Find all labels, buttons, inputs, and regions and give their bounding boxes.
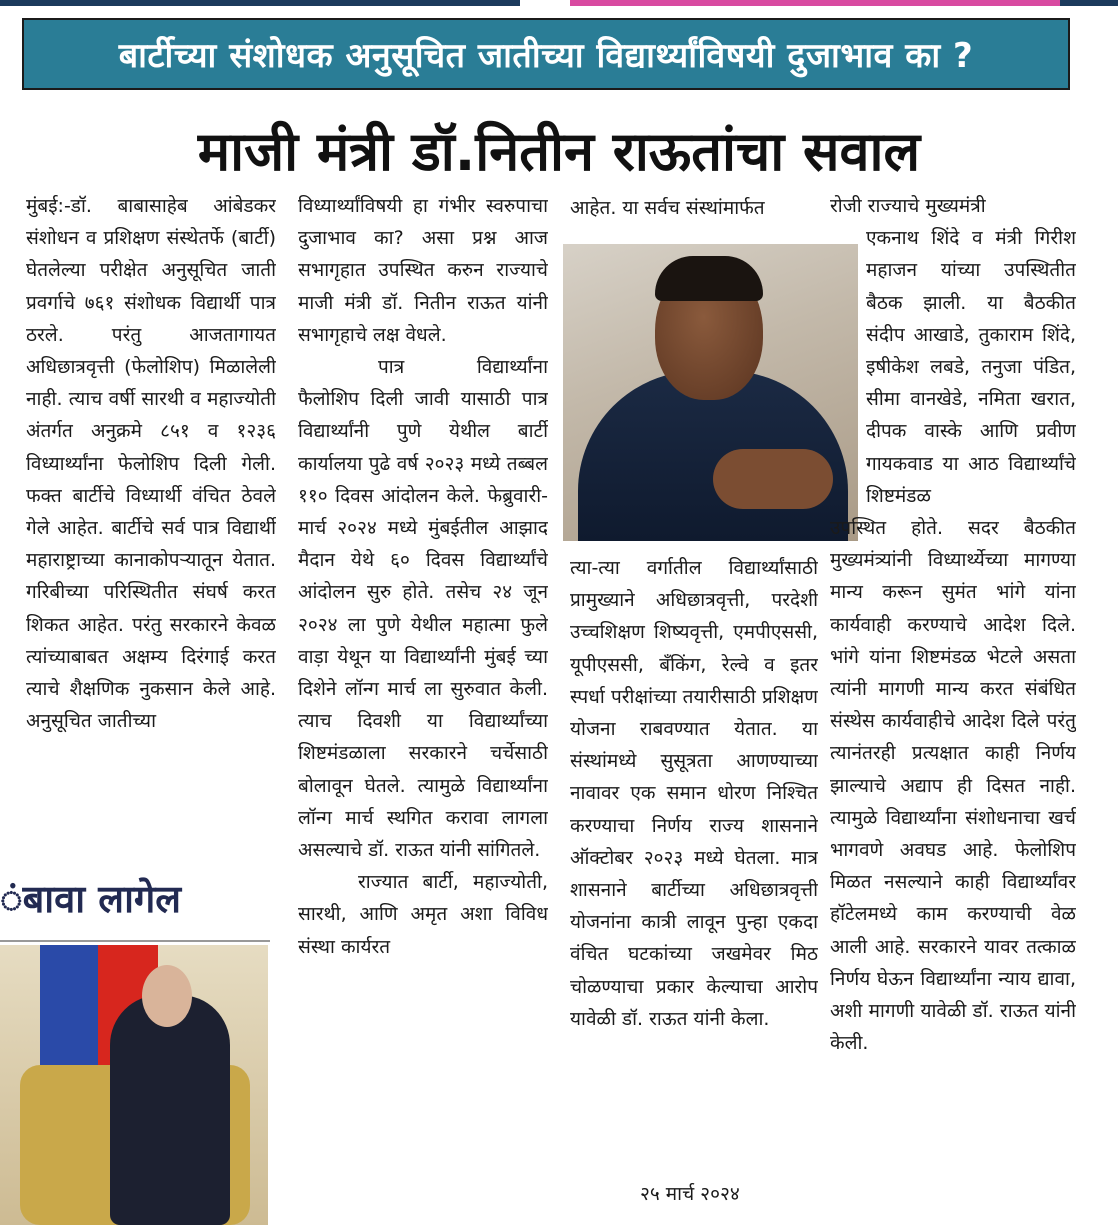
paragraph: मुंबई:-डॉ. बाबासाहेब आंबेडकर संशोधन व प्रशिक्षण संस्थेतर्फे (बार्टी) घेतलेल्या परीक्षेत अनुसूचित जाती प्रवर्गाचे ७६१ संशोधक विद्यार्थी पात्र ठरले. परंतु आजतागायत अधिछात्रवृत्ती (फेलोशिप) मिळालेली नाही. त्याच वर्षी सारथी व महाज्योती अंतर्गत अनुक्रमे ८५१ व १२३६ विध्यार्थ्यांना फेलोशिप दिली गेली. फक्त बार्टीचे विध्यार्थी वंचित ठेवले गेले आहेत. बार्टीचे सर्व पात्र विद्यार्थी महाराष्ट्राच्या कानाकोपऱ्यातून येतात. गरिबीच्या परिस्थितीत संघर्ष करत शिकत आहेत. परंतु सरकारने केवळ त्यांच्याबाबत अक्षम्य दिरंगाई करत त्याचे शैक्षणिक नुकसान केले आहे. अनुसूचित जातीच्या bbox=[26, 195, 276, 733]
column-divider bbox=[0, 940, 270, 942]
article-column-4 bbox=[830, 190, 1076, 1220]
paragraph: उपस्थित होते. सदर बैठकीत मुख्यमंत्र्यांनी विध्यार्थ्येच्या मागण्या मान्य करून सुमंत भांगे यांना कार्यवाही करण्याचे आदेश दिले. भांगे यांना शिष्टमंडळ भेटले असता त्यांनी मागणी मान्य करत संबंधित संस्थेस कार्यवाहीचे आदेश दिले परंतु त्यानंतरही प्रत्यक्षात काही निर्णय झाल्याचे अद्याप ही दिसत नाही. त्यामुळे विद्यार्थ्यांना संशोधनाचा खर्च भागवणे अवघड आहे. फेलोशिप मिळत नसल्याने काही विद्यार्थ्यांवर हॉटेलमध्ये काम करण्याची वेळ आली आहे. सरकारने यावर तत्काळ निर्णय घेऊन विद्यार्थ्यांना न्याय द्यावा, अशी मागणी यावेळी डॉ. राऊत यांनी केली. bbox=[830, 517, 1076, 1055]
article-column-1 bbox=[26, 190, 276, 846]
paragraph: एकनाथ शिंदे व मंत्री गिरीश महाजन यांच्या उपस्थितीत बैठक झाली. या बैठकीत संदीप आखाडे, तुकाराम शिंदे, इषीकेश लबडे, तनुजा पंडित, सीमा वानखेडे, नमिता खरात, दीपक वास्के आणि प्रवीण गायकवाड या आठ विद्यार्थ्यांचे शिष्टमंडळ bbox=[866, 227, 1076, 507]
headline: माजी मंत्री डॉ.नितीन राऊतांचा सवाल bbox=[197, 120, 921, 183]
news-photo bbox=[563, 244, 858, 541]
article-column-2 bbox=[298, 190, 548, 1220]
article-column-3 bbox=[570, 552, 818, 1182]
kicker-banner bbox=[22, 18, 1070, 90]
paragraph: पात्र विद्यार्थ्यांना फैलोशिप दिली जावी यासाठी पात्र विद्यार्थ्यांनी पुणे येथील बार्टी कार्यालया पुढे वर्ष २०२३ मध्ये तब्बल ११० दिवस आंदोलन केले. फेब्रुवारी-मार्च २०२४ मध्ये मुंबईतील आझाद मैदान येथे ६० दिवस विद्यार्थ्यांचे आंदोलन सुरु होते. तसेच २४ जून २०२४ ला पुणे येथील महात्मा फुले वाड़ा येथून या विद्यार्थ्यांनी मुंबई च्या दिशेने लॉन्ग मार्च ला सुरुवात केली. त्याच दिवशी या विद्यार्थ्यांच्या शिष्टमंडळाला सरकारने चर्चेसाठी बोलावून घेतले. त्यामुळे विद्यार्थ्यांना लॉन्ग मार्च स्थगित करावा लागला असल्याचे डॉ. राऊत यांनी सांगितले. bbox=[298, 356, 548, 862]
paragraph: विध्यार्थ्यांविषयी हा गंभीर स्वरुपाचा दुजाभाव का? असा प्रश्न आज सभागृहात उपस्थित करुन राज्याचे माजी मंत्री डॉ. नितीन राऊत यांनी सभागृहाचे लक्ष वेधले. bbox=[298, 195, 548, 346]
top-accent-rule bbox=[570, 0, 1060, 6]
kicker-text: बार्टीच्या संशोधक अनुसूचित जातीच्या विद्यार्थ्यांविषयी दुजाभाव का ? bbox=[118, 36, 974, 76]
dateline: २५ मार्च २०२४ bbox=[640, 1183, 740, 1205]
adjacent-article-headline: ंबावा लागेल bbox=[0, 877, 182, 921]
paragraph: राज्यात बार्टी, महाज्योती, सारथी, आणि अमृत अशा विविध संस्था कार्यरत bbox=[298, 871, 548, 958]
adjacent-article-photo bbox=[0, 945, 268, 1225]
paragraph: त्या-त्या वर्गातील विद्यार्थ्यांसाठी प्रामुख्याने अधिछात्रवृत्ती, परदेशी उच्चशिक्षण शिष्यवृत्ती, एमपीएससी, यूपीएससी, बँकिंग, रेल्वे व इतर स्पर्धा परीक्षांच्या तयारीसाठी प्रशिक्षण योजना राबवण्यात येतात. या संस्थांमध्ये सुसूत्रता आणण्याच्या नावावर एक समान धोरण निश्चित करण्याचा निर्णय राज्य शासनाने ऑक्टोबर २०२३ मध्ये घेतला. मात्र शासनाने बार्टीच्या अधिछात्रवृत्ती योजनांना कात्री लावून पुन्हा एकदा वंचित घटकांच्या जखमेवर मिठ चोळण्याचा प्रकार केल्याचा आरोप यावेळी डॉ. राऊत यांनी केला. bbox=[570, 557, 818, 1030]
paragraph: आहेत. या सर्वच संस्थांमार्फत bbox=[570, 197, 765, 219]
paragraph: रोजी राज्याचे मुख्यमंत्री bbox=[830, 195, 986, 217]
article-column-3-top bbox=[570, 192, 818, 232]
